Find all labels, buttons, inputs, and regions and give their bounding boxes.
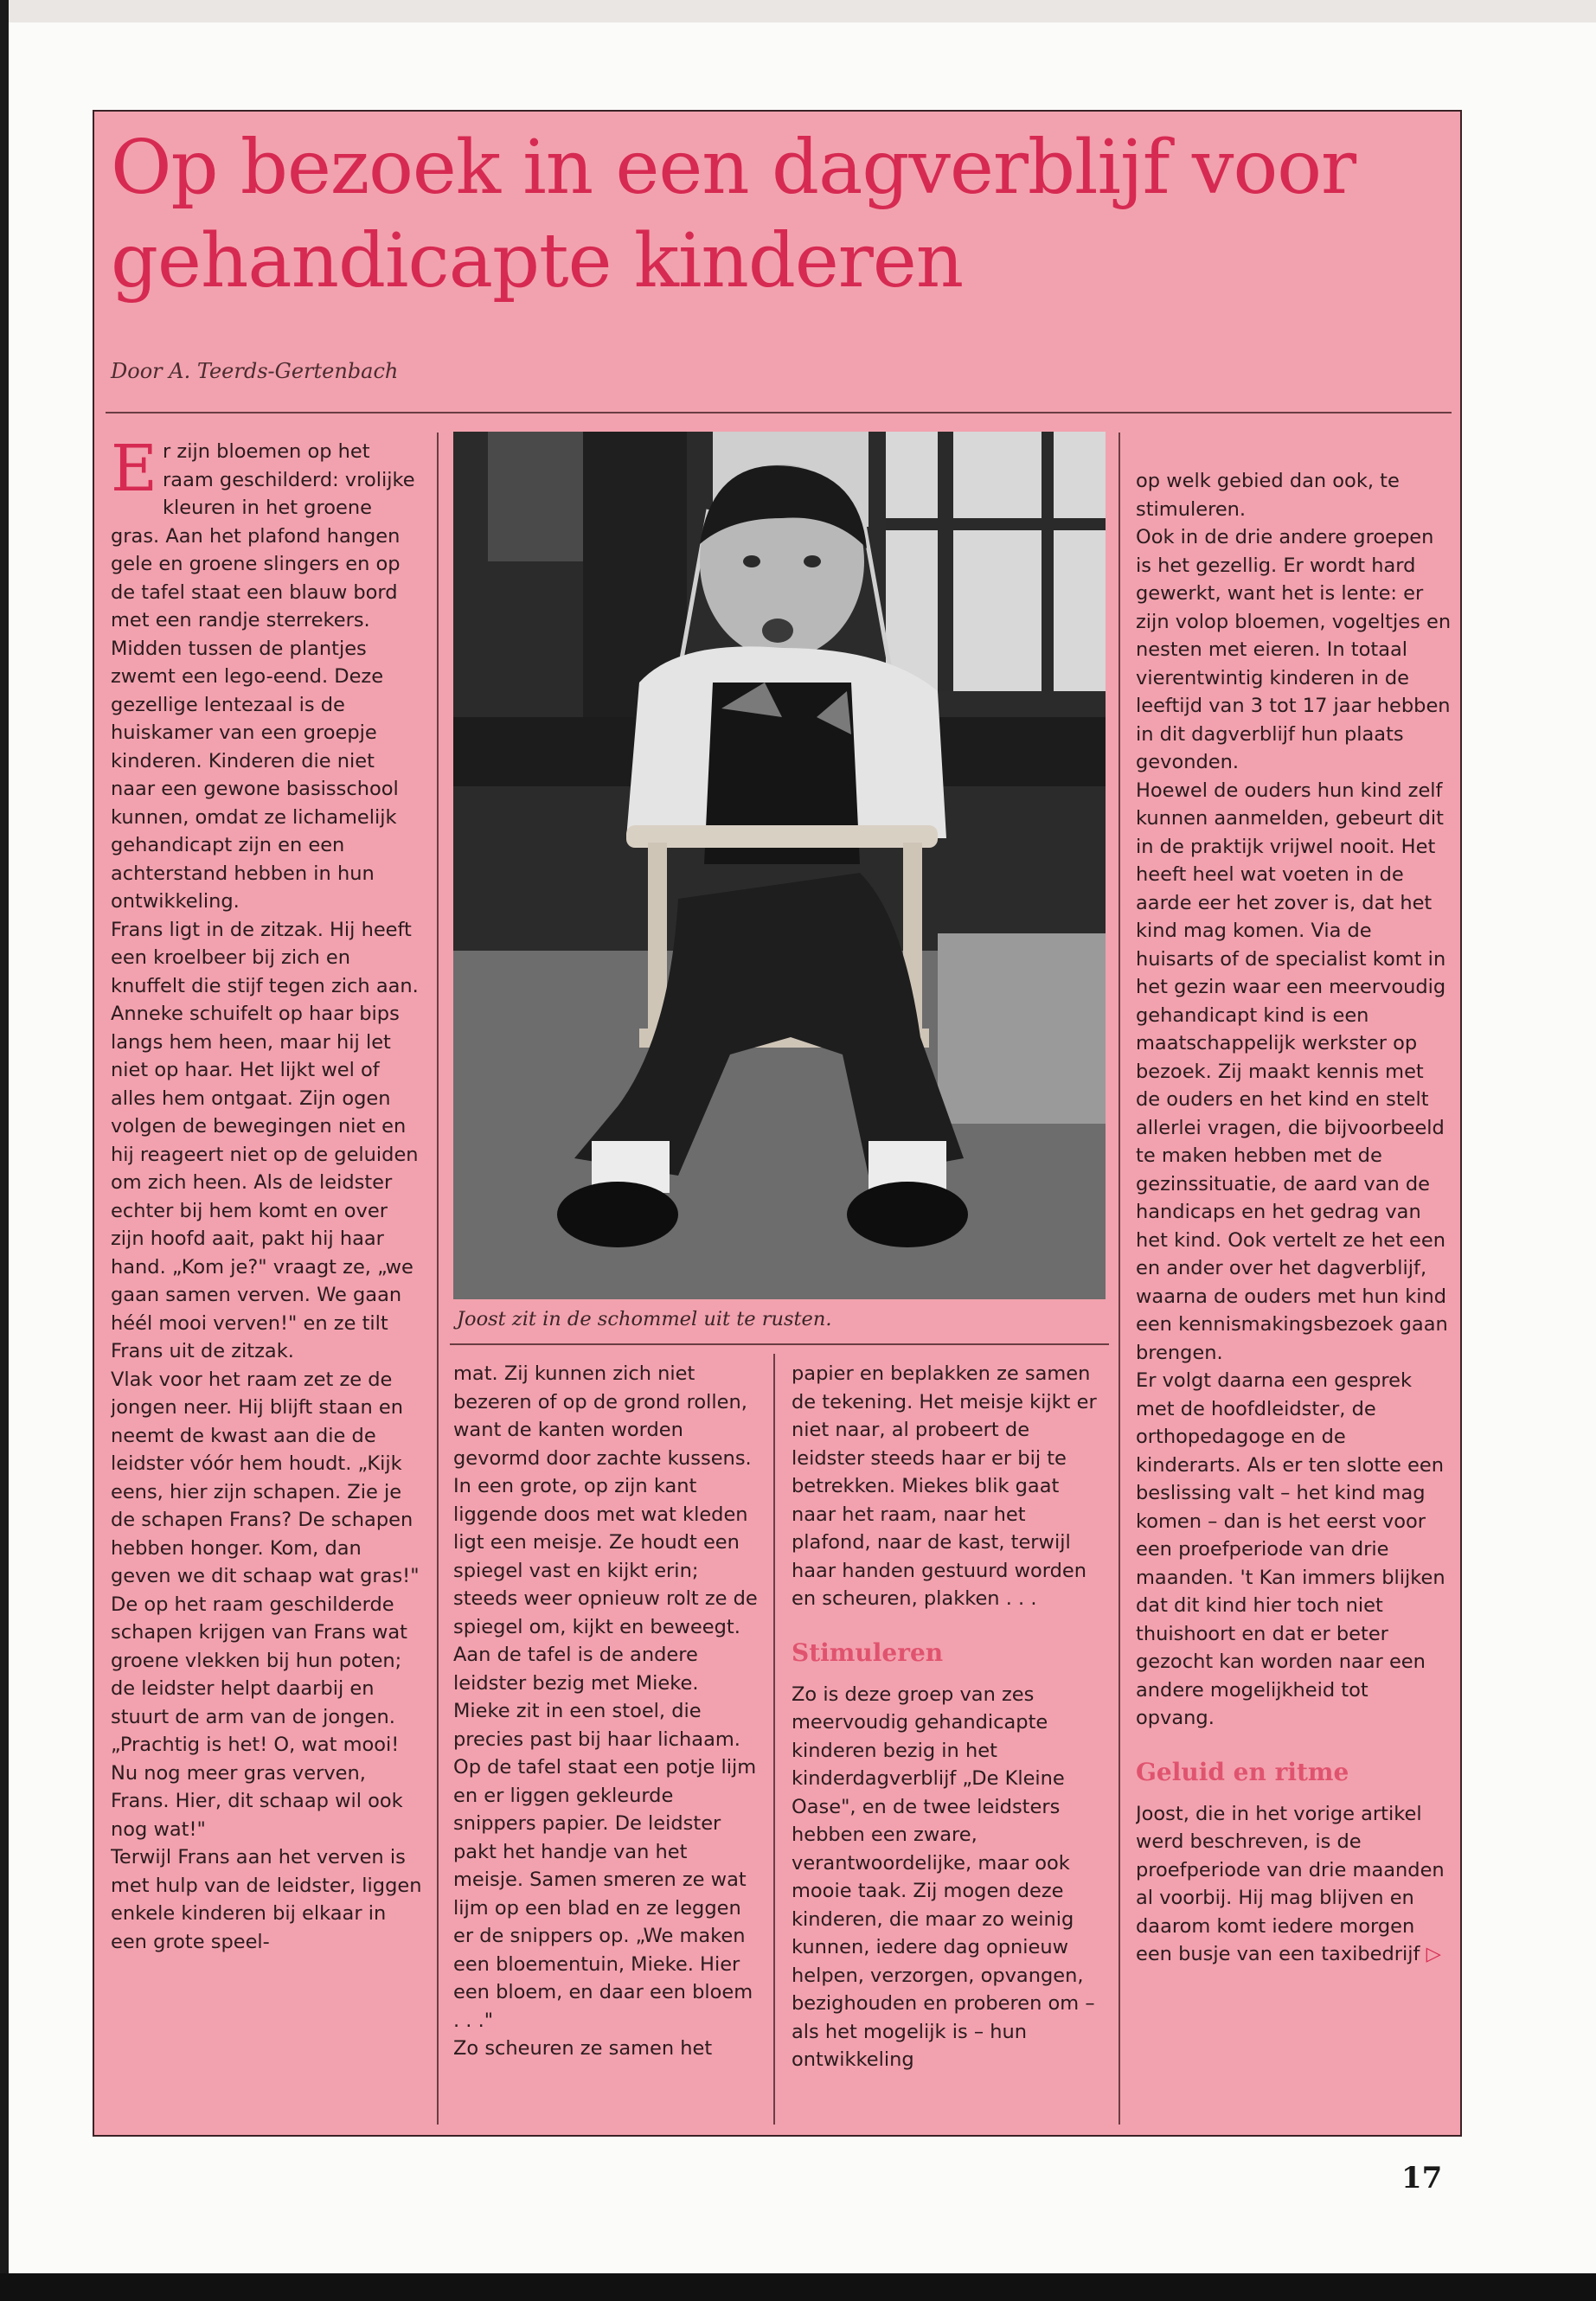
column-divider-2 [773, 1354, 775, 2125]
col4-p5-text: Joost, die in het vorige artikel werd beschreven, is de proefperiode van drie maanden al voorbij. Hij mag blijven en daarom komt iedere morgen een busje van een taxibedrijf [1136, 1802, 1445, 1965]
drop-cap: E [111, 438, 158, 506]
article-title: Op bezoek in een dagverblijf voor gehandicapte kinderen [111, 125, 1356, 304]
page-number: 17 [1401, 2161, 1443, 2195]
scan-top-edge [0, 0, 1596, 22]
col2-paragraph-3: Zo scheuren ze samen het [453, 2037, 713, 2060]
column-divider-1 [437, 433, 439, 2125]
column-divider-3 [1118, 433, 1120, 2125]
col1-paragraph-3: Vlak voor het raam zet ze de jongen neer. Hij blijft staan en neemt de kwast aan die de leidster vóór hem houdt. „Kijk eens, hier zijn schapen. Zie je de schapen Frans? De schapen hebben honger. Kom, dan geven we dit schaap wat gras!" De op het raam geschilderde schapen krijgen van Frans wat groene vlekken bij hun poten; de leidster helpt daarbij en stuurt de arm van de jongen. „Prachtig is het! O, wat mooi! Nu nog meer gras verven, Frans. Hier, dit schaap wil ook nog wat!" [111, 1368, 420, 1841]
col2-paragraph-1: mat. Zij kunnen zich niet bezeren of op de grond rollen, want de kanten worden gevormd door zachte kussens. In een grote, op zijn kant liggende doos met wat kleden ligt een meisje. Ze houdt een spiegel vast en kijkt erin; steeds weer opnieuw rolt ze de spiegel om, kijkt en beweegt. [453, 1362, 758, 1638]
column-3 [792, 1360, 1105, 2130]
photo-caption: Joost zit in de schommel uit te rusten. [457, 1308, 832, 1330]
col4-paragraph-2: Ook in de drie andere groepen is het gezellig. Er wordt hard gewerkt, want het is lente: er zijn volop bloemen, vogeltjes en nesten met eieren. In totaal vierentwintig kinderen in de leeftijd van 3 tot 17 jaar hebben in dit dagverblijf hun plaats gevonden. [1136, 526, 1452, 773]
col2-paragraph-2: Aan de tafel is de andere leidster bezig met Mieke. Mieke zit in een stoel, die precies past bij haar lichaam. Op de tafel staat een potje lijm en er liggen gekleurde snippers papier. De leidster pakt het handje van het meisje. Samen smeren ze wat lijm op een blad en ze leggen er de snippers op. „We maken een bloementuin, Mieke. Hier een bloem, en daar een bloem . . ." [453, 1644, 757, 2032]
col3-paragraph-2: Zo is deze groep van zes meervoudig gehandicapte kinderen bezig in het kinderdagverblijf „De Kleine Oase", en de twee leidsters hebben een zware, verantwoordelijke, maar ook mooie taak. Zij mogen deze kinderen, die maar zo weinig kunnen, iedere dag opnieuw helpen, verzorgen, opvangen, bezighouden en proberen om – als het mogelijk is – hun ontwikkeling [792, 1682, 1095, 2071]
caption-divider [450, 1343, 1109, 1345]
photo-boy-in-swing [453, 432, 1106, 1299]
column-1 [111, 438, 424, 2129]
col1-paragraph-1 [111, 438, 424, 916]
scan-bottom-edge [0, 2273, 1596, 2301]
column-2 [453, 1360, 760, 2130]
col1-paragraph-2: Frans ligt in de zitzak. Hij heeft een kroelbeer bij zich en knuffelt die stijf tegen zich aan. Anneke schuifelt op haar bips langs hem heen, maar hij let niet op haar. Het lijkt wel of alles hem ontgaat. Zijn ogen volgen de bewegingen niet en hij reageert niet op de geluiden om zich heen. Als de leidster echter bij hem komt en over zijn hoofd aait, pakt hij haar hand. „Kom je?" vraagt ze, „we gaan samen verven. We gaan héél mooi verven!" en ze tilt Frans uit de zitzak. [111, 918, 419, 1362]
header-divider [106, 412, 1452, 413]
subhead-geluid-en-ritme: Geluid en ritme [1136, 1757, 1349, 1786]
scan-left-edge [0, 0, 9, 2301]
column-4 [1136, 467, 1452, 2130]
col3-paragraph-1: papier en beplakken ze samen de tekening. Het meisje kijkt er niet naar, al probeert de leidster steeds haar er bij te betrekken. Miekes blik gaat naar het raam, naar het plafond, naar de kast, terwijl haar handen gestuurd worden en scheuren, plakken . . . [792, 1362, 1097, 1610]
continue-arrow-icon: ▷ [1426, 1943, 1441, 1965]
col4-paragraph-3: Hoewel de ouders hun kind zelf kunnen aanmelden, gebeurt dit in de praktijk vrijwel nooit. Het heeft heel wat voeten in de aarde eer het zover is, dat het kind mag komen. Via de huisarts of de specialist komt in het gezin waar een meervoudig gehandicapt kind is een maatschappelijk werkster op bezoek. Zij maakt kennis met de ouders en het kind en stelt allerlei vragen, die bijvoorbeeld te maken hebben met de gezinssituatie, de aard van de handicaps en het gedrag van het kind. Ook vertelt ze het een en ander over het dagverblijf, waarna de ouders met hun kind een kennismakingsbezoek gaan brengen. [1136, 779, 1448, 1364]
col4-paragraph-5 [1136, 1800, 1452, 1969]
col4-paragraph-4: Er volgt daarna een gesprek met de hoofdleidster, de orthopedagoge en de kinderarts. Als er ten slotte een beslissing valt – het kind mag komen – dan is het eerst voor een proefperiode van drie maanden. 't Kan immers blijken dat dit kind hier toch niet thuishoort en dat er beter gezocht kan worden naar een andere mogelijkheid tot opvang. [1136, 1369, 1445, 1729]
subhead-stimuleren: Stimuleren [792, 1638, 944, 1667]
photo-illustration [453, 432, 1106, 1299]
col4-paragraph-1: op welk gebied dan ook, te stimuleren. [1136, 470, 1400, 521]
col1-paragraph-4: Terwijl Frans aan het verven is met hulp van de leidster, liggen enkele kinderen bij elkaar in een grote speel- [111, 1846, 422, 1953]
col1-p1-text: r zijn bloemen op het raam geschilderd: vrolijke kleuren in het groene gras. Aan het plafond hangen gele en groene slingers en op de tafel staat een blauw bord met een randje sterrekers. Midden tussen de plantjes zwemt een lego-eend. Deze gezellige lentezaal is de huiskamer van een groepje kinderen. Kinderen die niet naar een gewone basisschool kunnen, omdat ze lichamelijk gehandicapt zijn en een achterstand hebben in hun ontwikkeling. [111, 440, 415, 913]
article-byline: Door A. Teerds-Gertenbach [111, 359, 399, 383]
